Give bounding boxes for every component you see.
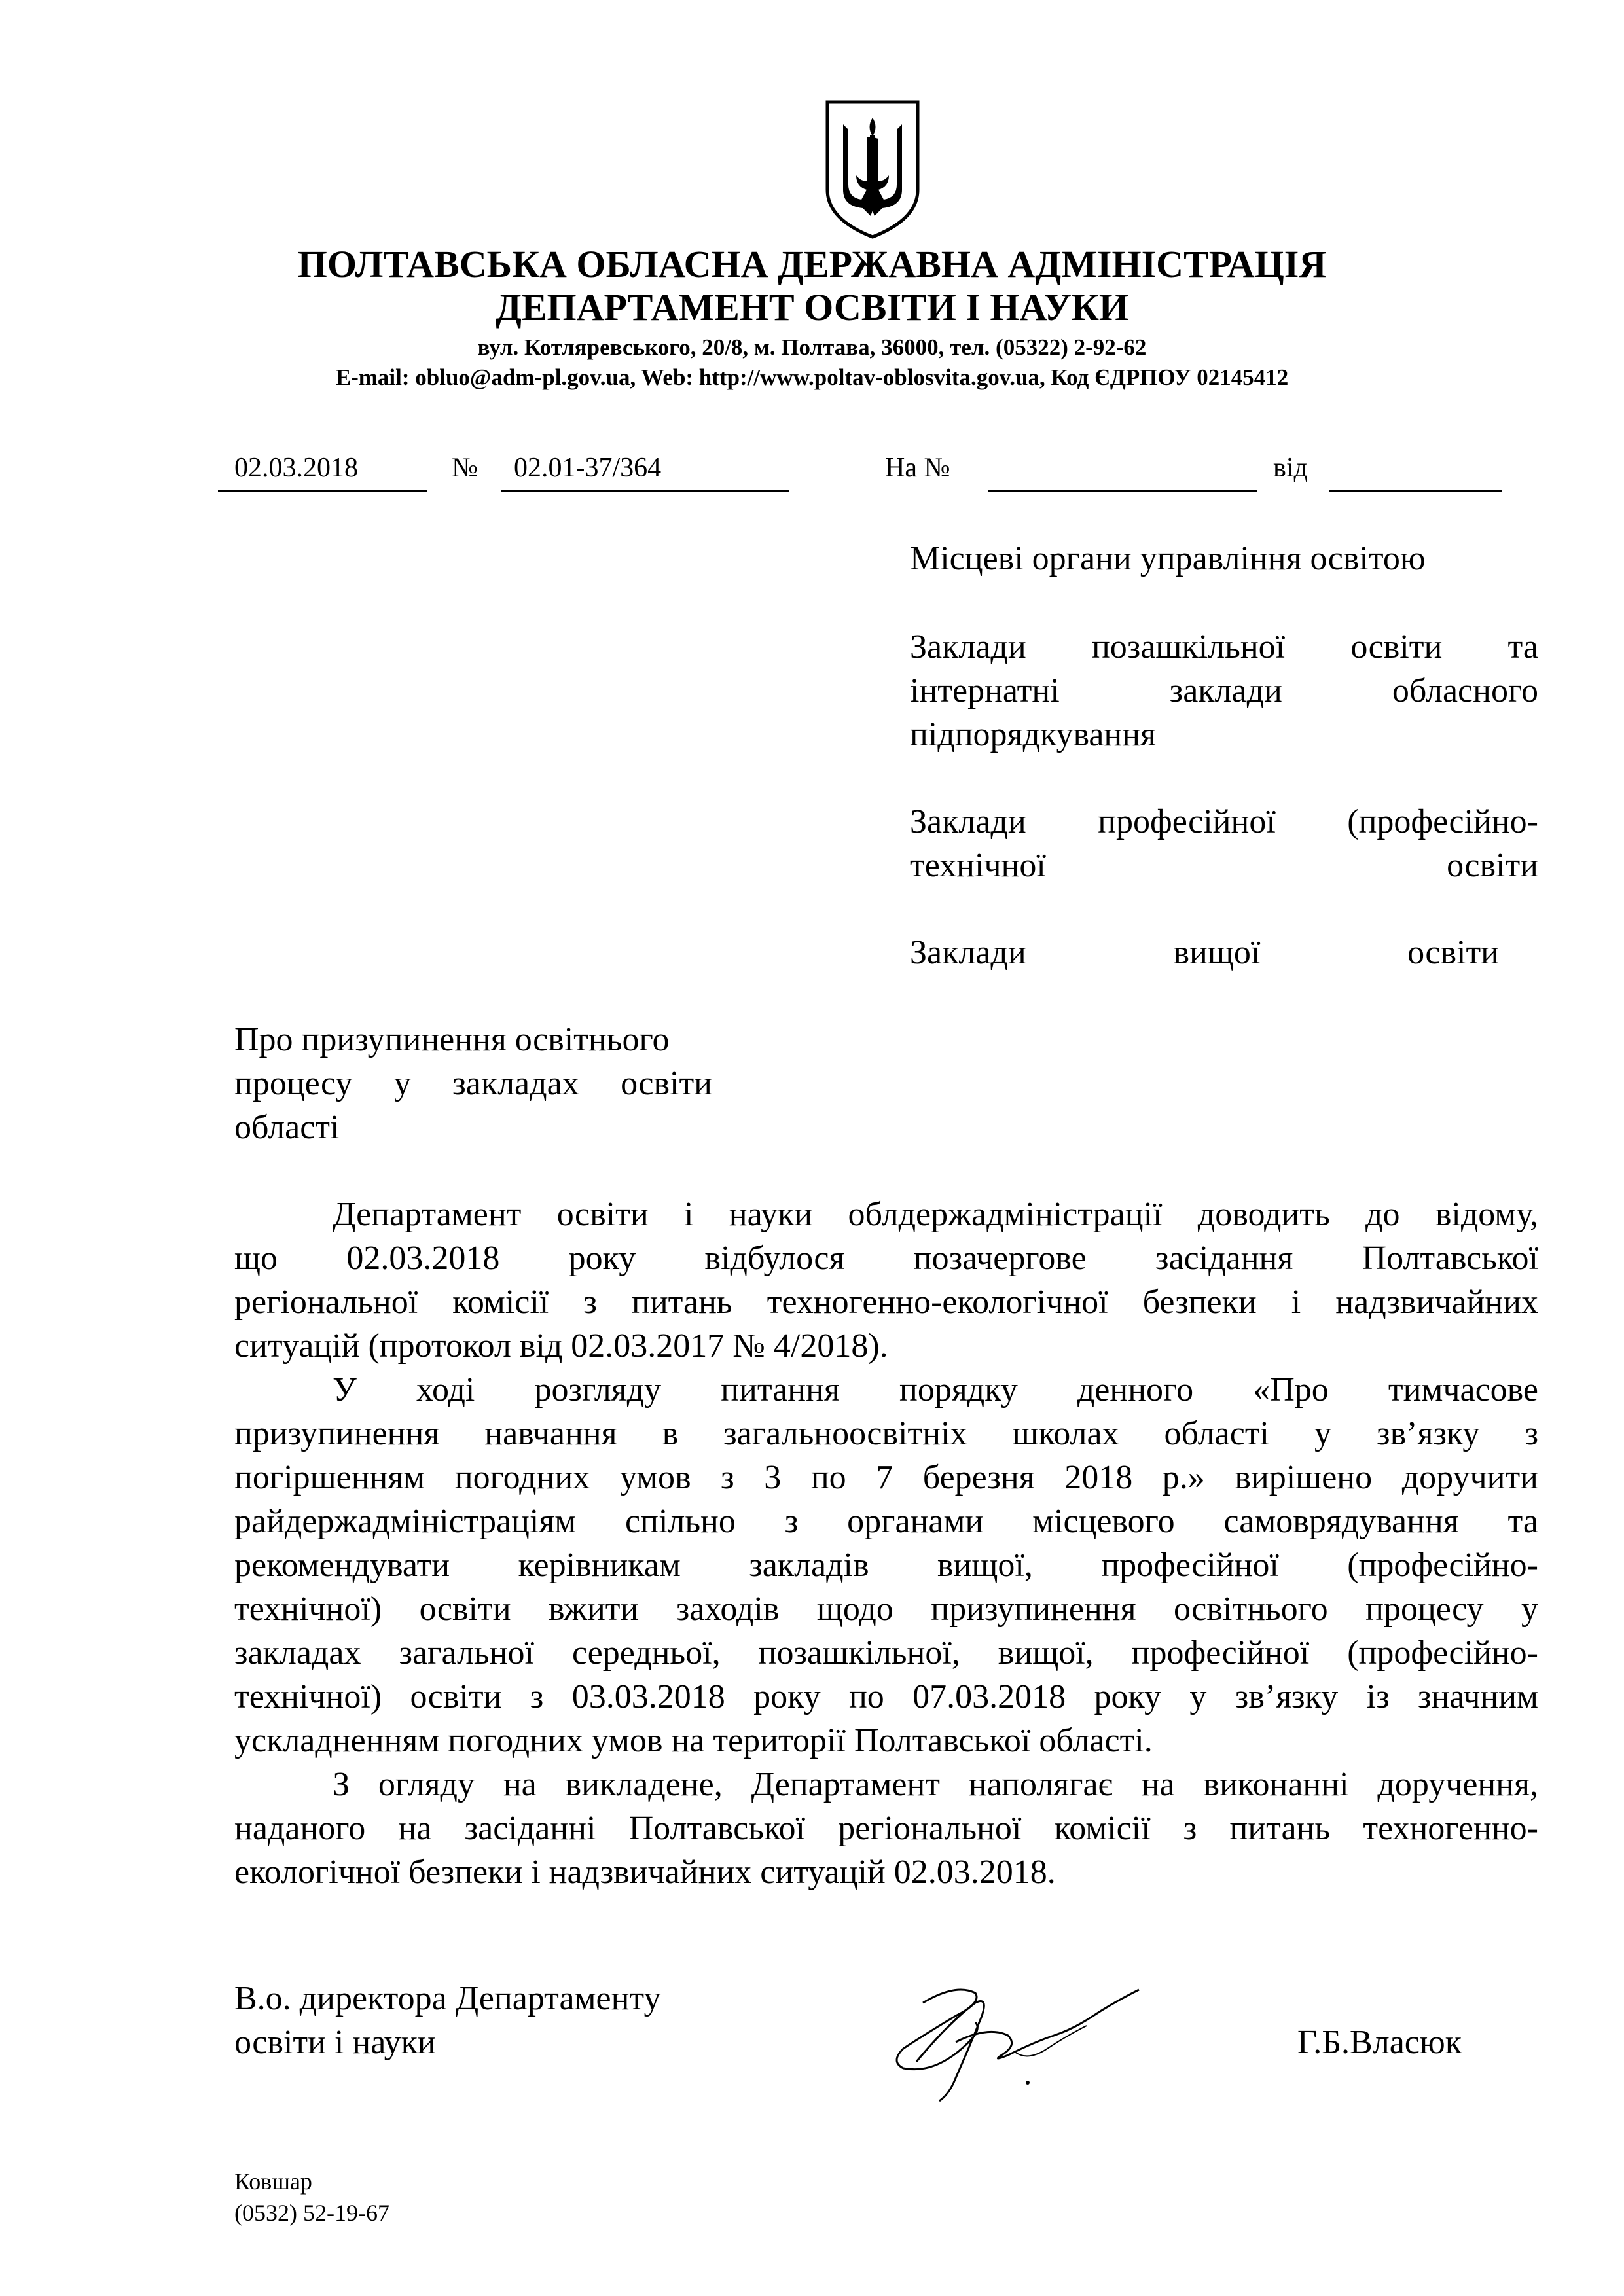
body-p3-line2: наданого на засіданні Полтавської регіональної комісії з питань техногенно-: [234, 1810, 1538, 1847]
trident-icon: [823, 98, 922, 241]
body-p2-line6: технічної) освіти вжити заходів щодо призупинення освітнього процесу у: [234, 1590, 1538, 1628]
body-p1-line1: Департамент освіти і науки облдержадміністрації доводить до відому,: [333, 1196, 1538, 1233]
body-p1-line3: регіональної комісії з питань техногенно-екологічної безпеки і надзвичайних: [234, 1283, 1538, 1321]
addressee-vocational-line1: Заклади професійної (професійно-: [910, 803, 1538, 840]
subject-line2: процесу у закладах освіти: [234, 1065, 712, 1102]
organization-address: вул. Котляревського, 20/8, м. Полтава, 36000, тел. (05322) 2-92-62: [477, 334, 1147, 360]
number-underline: [501, 490, 789, 492]
organization-name: ПОЛТАВСЬКА ОБЛАСНА ДЕРЖАВНА АДМІНІСТРАЦІЯ: [297, 243, 1327, 285]
body-p2-line5: рекомендувати керівникам закладів вищої, професійної (професійно-: [234, 1547, 1538, 1584]
body-p2-line1: У ході розгляду питання порядку денного «Про тимчасове: [333, 1371, 1538, 1408]
reply-date-underline: [1329, 490, 1502, 492]
handwritten-signature: [877, 1964, 1152, 2114]
date-underline: [218, 490, 427, 492]
addressee-vocational-line2: технічної освіти: [910, 847, 1538, 884]
signatory-title-line1: В.о. директора Департаменту: [234, 1980, 661, 2017]
executor-phone: (0532) 52-19-67: [234, 2200, 389, 2226]
letter-date: 02.03.2018: [234, 453, 358, 483]
subject-line1: Про призупинення освітнього: [234, 1021, 670, 1058]
reply-date-label: від: [1273, 453, 1308, 483]
addressee-higher-education: Заклади вищої освіти: [910, 934, 1499, 971]
subject-line3: області: [234, 1109, 340, 1146]
number-sign: №: [452, 453, 478, 483]
organization-contacts: E-mail: obluo@adm-pl.gov.ua, Web: http://www.poltav-oblosvita.gov.ua, Код ЄДРПОУ 02145412: [335, 365, 1289, 390]
body-p2-line3: погіршенням погодних умов з 3 по 7 березня 2018 р.» вирішено доручити: [234, 1459, 1538, 1496]
body-p2-line8: технічної) освіти з 03.03.2018 року по 07.03.2018 року у зв’язку із значним: [234, 1678, 1538, 1715]
reply-number-label: На №: [885, 453, 950, 483]
body-p3-line1: З огляду на викладене, Департамент наполягає на виконанні доручення,: [333, 1766, 1538, 1803]
letter-number: 02.01-37/364: [514, 453, 662, 483]
signatory-name: Г.Б.Власюк: [1297, 2024, 1462, 2061]
department-name: ДЕПАРТАМЕНТ ОСВІТИ І НАУКИ: [495, 286, 1129, 329]
body-p2-line4: райдержадміністраціям спільно з органами місцевого самоврядування та: [234, 1503, 1538, 1540]
addressee-extracurricular-line3: підпорядкування: [910, 716, 1156, 753]
addressee-education-authorities: Місцеві органи управління освітою: [910, 540, 1426, 577]
reply-number-underline: [988, 490, 1257, 492]
body-p3-line3: екологічної безпеки і надзвичайних ситуацій 02.03.2018.: [234, 1854, 1056, 1891]
body-p1-line4: ситуацій (протокол від 02.03.2017 № 4/2018).: [234, 1327, 888, 1365]
addressee-extracurricular-line1: Заклади позашкільної освіти та: [910, 628, 1538, 666]
executor-name: Ковшар: [234, 2168, 312, 2195]
signatory-title-line2: освіти і науки: [234, 2024, 436, 2061]
body-p1-line2: що 02.03.2018 року відбулося позачергове засідання Полтавської: [234, 1240, 1538, 1277]
body-p2-line7: закладах загальної середньої, позашкільної, вищої, професійної (професійно-: [234, 1634, 1538, 1672]
body-p2-line2: призупинення навчання в загальноосвітніх школах області у зв’язку з: [234, 1415, 1538, 1452]
body-p2-line9: ускладненням погодних умов на території Полтавської області.: [234, 1722, 1153, 1759]
addressee-extracurricular-line2: інтернатні заклади обласного: [910, 672, 1538, 709]
